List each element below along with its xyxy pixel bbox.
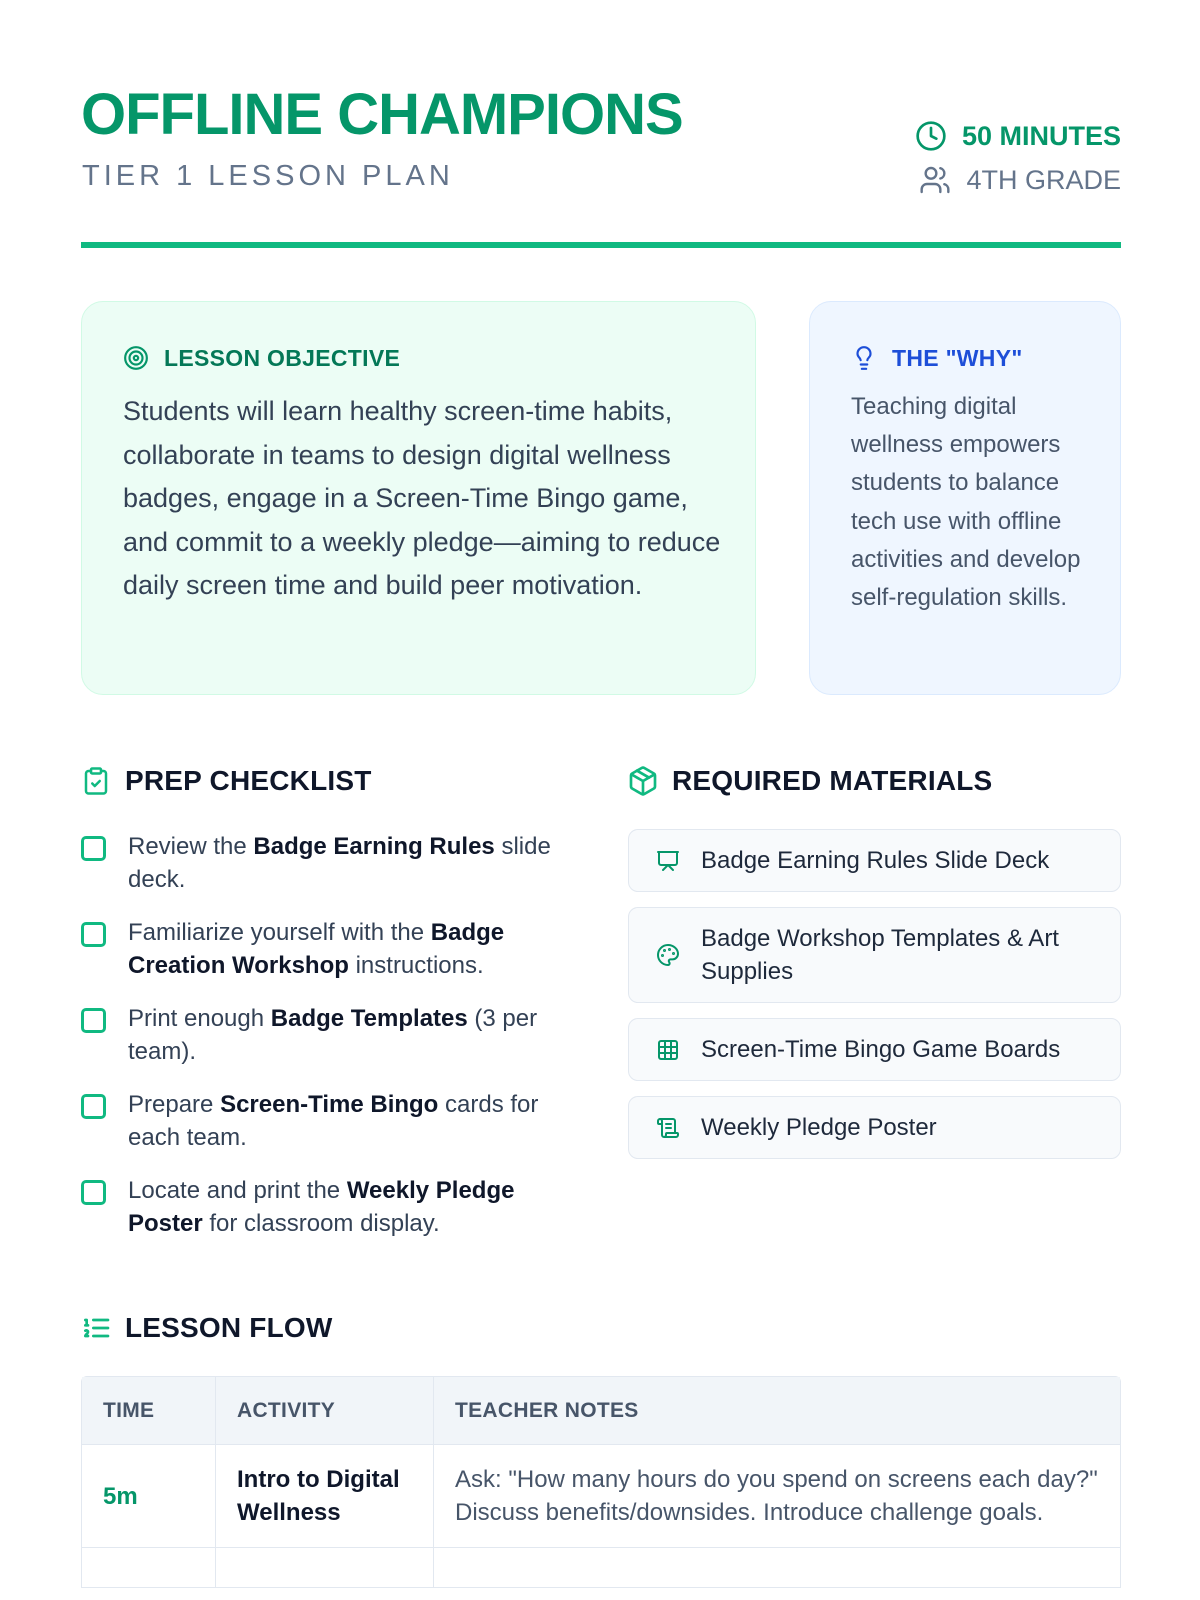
numbered-list-icon: [79, 1311, 113, 1345]
objective-card: [81, 301, 756, 695]
page-subtitle: TIER 1 LESSON PLAN: [82, 160, 454, 192]
row-notes: [433, 1547, 1120, 1587]
users-icon: [918, 163, 952, 197]
objective-text: Students will learn healthy screen-time habits, collaborate in teams to design digital wellness badges, engage in a Screen-Time Bingo game, and commit to a weekly pledge—aiming to reduce daily screen time and build peer motivation.: [123, 396, 721, 600]
package-icon: [626, 764, 660, 798]
checklist-item-text: Review the Badge Earning Rules slide deck.: [128, 833, 551, 893]
material-label: Badge Earning Rules Slide Deck: [701, 847, 1050, 874]
material-item: [628, 1018, 1121, 1081]
grade-label: 4TH GRADE: [966, 164, 1121, 195]
checklist-item-text: Locate and print the Weekly Pledge Poster for classroom display.: [128, 1177, 515, 1237]
checklist-item: [81, 1088, 561, 1154]
why-card: [809, 301, 1121, 695]
row-time: [82, 1547, 215, 1587]
lesson-header: [81, 80, 1121, 248]
lesson-flow-table: [81, 1376, 1121, 1588]
page-title: OFFLINE CHAMPIONS: [81, 82, 683, 147]
checkbox[interactable]: [81, 1094, 106, 1119]
row-activity: Intro to Digital Wellness: [215, 1445, 433, 1547]
table-row: [82, 1445, 1120, 1547]
material-label: Badge Workshop Templates & Art Supplies: [701, 925, 1059, 985]
objective-label: LESSON OBJECTIVE: [164, 344, 401, 371]
prep-checklist-title: PREP CHECKLIST: [125, 765, 372, 796]
objective-heading: [122, 344, 400, 372]
target-icon: [122, 344, 150, 372]
duration-row: [914, 114, 1121, 158]
lesson-meta: [914, 114, 1121, 202]
materials-heading: [626, 764, 992, 798]
scroll-icon: [655, 1115, 681, 1141]
grade-row: [914, 158, 1121, 202]
table-header-row: [82, 1377, 1120, 1445]
material-label: Screen-Time Bingo Game Boards: [701, 1036, 1061, 1063]
column-header-notes: TEACHER NOTES: [433, 1377, 1120, 1445]
table-row: [82, 1547, 1120, 1587]
duration-label: 50 MINUTES: [961, 120, 1121, 151]
why-text: Teaching digital wellness empowers students to balance tech use with offline activities and develop self-regulation skills.: [851, 393, 1081, 612]
lightbulb-icon: [850, 344, 878, 372]
material-item: [628, 1096, 1121, 1159]
checklist-item: [81, 1174, 561, 1240]
checklist-item: [81, 830, 561, 896]
column-header-time: TIME: [82, 1377, 215, 1445]
checkbox[interactable]: [81, 922, 106, 947]
prep-checklist: [81, 830, 561, 1260]
checkbox[interactable]: [81, 836, 106, 861]
grid-icon: [655, 1037, 681, 1063]
presentation-icon: [655, 848, 681, 874]
materials-list: [628, 829, 1121, 1174]
checklist-item: [81, 1002, 561, 1068]
row-activity: [215, 1547, 433, 1587]
checklist-item: [81, 916, 561, 982]
material-item: [628, 907, 1121, 1003]
why-heading: [850, 344, 1023, 372]
why-label: THE "WHY": [892, 344, 1023, 371]
row-time: 5m: [103, 1482, 138, 1510]
clock-icon: [914, 119, 948, 153]
material-item: [628, 829, 1121, 892]
lesson-flow-heading: [79, 1311, 333, 1345]
lesson-flow-title: LESSON FLOW: [125, 1312, 333, 1343]
checklist-item-text: Print enough Badge Templates (3 per team).: [128, 1005, 538, 1065]
clipboard-check-icon: [79, 764, 113, 798]
column-header-activity: ACTIVITY: [215, 1377, 433, 1445]
checklist-item-text: Prepare Screen-Time Bingo cards for each team.: [128, 1091, 539, 1151]
materials-title: REQUIRED MATERIALS: [672, 765, 993, 796]
checkbox[interactable]: [81, 1008, 106, 1033]
palette-icon: [655, 942, 681, 968]
checklist-item-text: Familiarize yourself with the Badge Creation Workshop instructions.: [128, 919, 505, 979]
row-notes: Ask: "How many hours do you spend on screens each day?" Discuss benefits/downsides. Introduce challenge goals.: [433, 1445, 1120, 1547]
material-label: Weekly Pledge Poster: [701, 1114, 937, 1141]
checkbox[interactable]: [81, 1180, 106, 1205]
prep-checklist-heading: [79, 764, 372, 798]
